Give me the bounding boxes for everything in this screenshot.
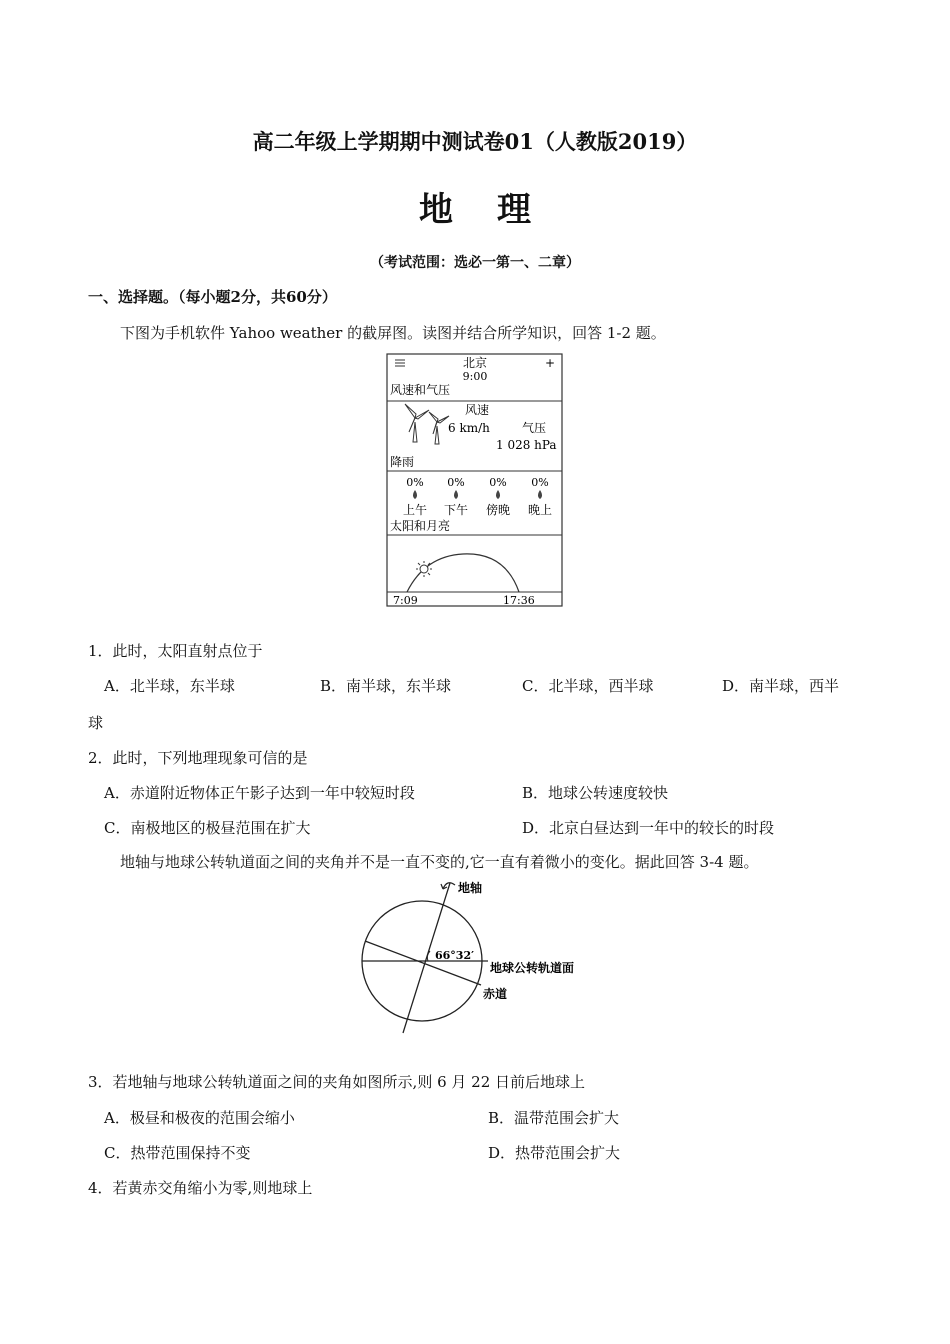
question-3-stem: 3．若地轴与地球公转轨道面之间的夹角如图所示,则 6 月 22 日前后地球上 <box>88 1073 586 1091</box>
question-1-option-d-cont: 球 <box>88 714 104 732</box>
equator-label: 赤道 <box>483 987 508 1001</box>
rain-pct: 0% <box>447 476 465 489</box>
wind-label: 风速 <box>465 403 490 417</box>
sunrise-time: 7:09 <box>393 594 418 607</box>
intro-text-1: 下图为手机软件 Yahoo weather 的截屏图。读图并结合所学知识，回答 1-2 题。 <box>120 324 666 342</box>
equator-line <box>365 941 481 985</box>
question-3-option-c: C．热带范围保持不变 <box>104 1144 251 1162</box>
subject-char: 地 <box>419 190 453 230</box>
rain-pct: 0% <box>489 476 507 489</box>
question-2-stem: 2．此时，下列地理现象可信的是 <box>88 749 308 767</box>
question-2-option-b: B．地球公转速度较快 <box>522 784 669 802</box>
axis-label: 地轴 <box>458 881 483 895</box>
question-1-stem: 1．此时，太阳直射点位于 <box>88 642 263 660</box>
pressure-label: 气压 <box>522 421 547 435</box>
weather-app-figure <box>385 352 565 608</box>
rain-period-label: 上午 <box>402 503 428 517</box>
city-name: 北京 <box>462 356 488 370</box>
question-1-option-d: D．南半球，西半 <box>722 677 840 695</box>
rain-period-label: 傍晚 <box>485 503 511 517</box>
question-1-option-b: B．南半球，东半球 <box>320 677 452 695</box>
page-title: 高二年级上学期期中测试卷01（人教版2019） <box>252 129 698 154</box>
question-1-option-c: C．北半球，西半球 <box>522 677 654 695</box>
question-3-option-b: B．温带范围会扩大 <box>488 1109 620 1127</box>
subject-char: 理 <box>497 190 531 230</box>
rain-period-label: 晚上 <box>527 503 553 517</box>
question-2-option-c: C．南极地区的极昼范围在扩大 <box>104 819 311 837</box>
question-1-option-a: A．北半球，东半球 <box>104 677 235 695</box>
question-3-option-d: D．热带范围会扩大 <box>488 1144 621 1162</box>
section-label-sun: 太阳和月亮 <box>390 519 451 533</box>
section-label-rain: 降雨 <box>390 455 415 469</box>
earth-tilt-diagram <box>355 875 615 1040</box>
exam-scope: （考试范围：选必一第一、二章） <box>370 255 580 271</box>
rain-pct: 0% <box>531 476 549 489</box>
wind-value: 6 km/h <box>448 421 490 435</box>
plus-icon: + <box>544 356 556 370</box>
rain-period-label: 下午 <box>443 503 469 517</box>
pressure-value: 1 028 hPa <box>496 438 557 452</box>
section-heading: 一、选择题。（每小题2分，共60分） <box>88 288 337 306</box>
angle-label: 66°32′ <box>435 949 475 962</box>
rain-pct: 0% <box>406 476 424 489</box>
orbit-plane-label: 地球公转轨道面 <box>490 961 575 975</box>
question-2-option-d: D．北京白昼达到一年中的较长的时段 <box>522 819 775 837</box>
section-label-wind: 风速和气压 <box>390 383 451 397</box>
current-time: 9:00 <box>462 370 488 383</box>
intro-text-2: 地轴与地球公转轨道面之间的夹角并不是一直不变的,它一直有着微小的变化。据此回答 3-4 题。 <box>120 853 759 871</box>
question-2-option-a: A．赤道附近物体正午影子达到一年中较短时段 <box>104 784 415 802</box>
subject-title <box>0 182 950 231</box>
sunset-time: 17:36 <box>503 594 535 607</box>
question-3-option-a: A．极昼和极夜的范围会缩小 <box>104 1109 295 1127</box>
question-4-stem: 4．若黄赤交角缩小为零,则地球上 <box>88 1179 313 1197</box>
